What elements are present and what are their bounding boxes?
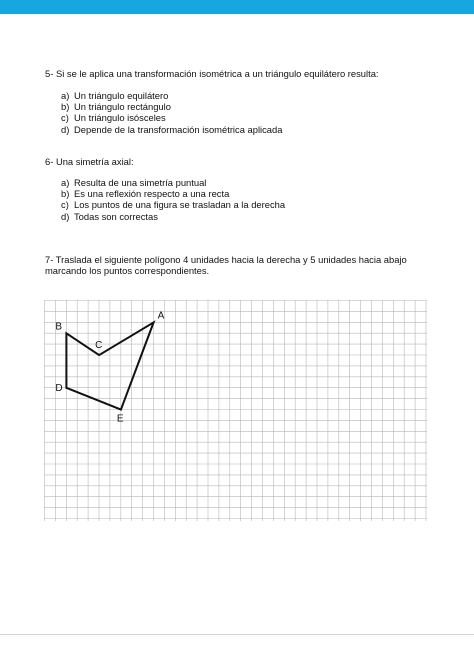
grid-lines [44, 300, 427, 521]
option-5b: b) Un triángulo rectángulo [61, 101, 171, 113]
option-6d: d) Todas son correctas [61, 210, 158, 222]
grid-drawing [44, 300, 427, 521]
question-6: 6- Una simetría axial: [45, 156, 134, 167]
vertex-label-e: E [116, 413, 124, 425]
grid-paper [44, 300, 427, 521]
option-5a: a) Un triángulo equilátero [61, 90, 169, 101]
option-5d: d) Depende de la transformación isométrica aplicada [61, 123, 283, 135]
question-7-line-1: 7- Traslada el siguiente polígono 4 unidades hacia la derecha y 5 unidades hacia abajo [45, 254, 407, 265]
option-5c: c) Un triángulo isósceles [61, 112, 166, 124]
question-5-options [61, 90, 282, 135]
question-5: 5- Si se le aplica una transformación isométrica a un triángulo equilátero resulta: [45, 68, 379, 79]
vertex-label-a: A [157, 310, 165, 322]
vertex-label-b: B [55, 321, 63, 333]
option-6c: c) Los puntos de una figura se trasladan a la derecha [61, 199, 286, 211]
header-bar [0, 0, 474, 14]
option-6b: b) Es una reflexión respecto a una recta [61, 188, 230, 200]
vertex-label-c: C [95, 340, 103, 352]
question-6-options [61, 177, 285, 222]
vertex-label-d: D [55, 382, 63, 394]
question-7-line-2: marcando los puntos correspondientes. [45, 265, 210, 276]
option-6a: a) Resulta de una simetría puntual [61, 177, 207, 188]
footer-divider [0, 634, 474, 635]
